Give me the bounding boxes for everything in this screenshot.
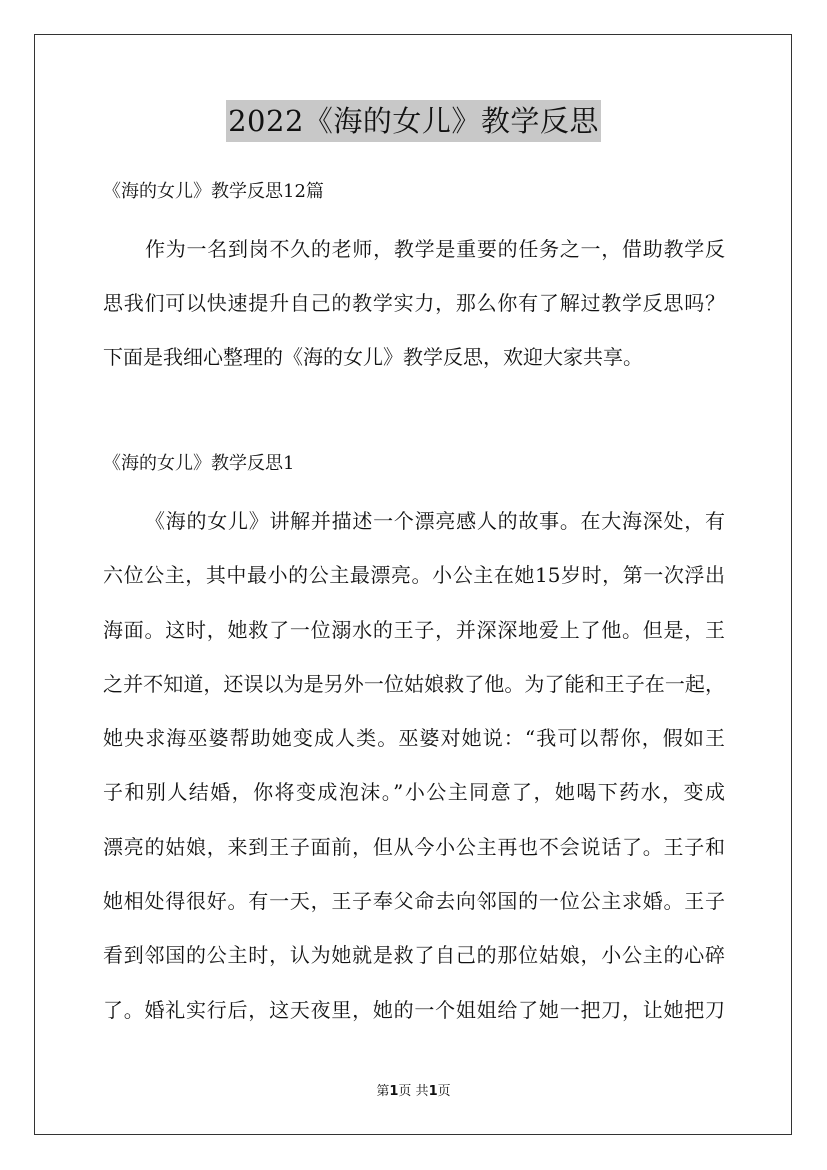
intro-line: 作为一名到岗不久的老师，教学是重要的任务之一，借助教学反 [145,237,725,261]
story-line: 子和别人结婚，你将变成泡沫。”小公主同意了，她喝下药水，变成 [103,780,725,805]
intro-paragraph [103,235,725,397]
story-line: 她央求海巫婆帮助她变成人类。巫婆对她说：“我可以帮你，假如王 [103,726,725,751]
story-line: 看到邻国的公主时，认为她就是救了自己的那位姑娘，小公主的心碎 [103,943,725,968]
story-line: 漂亮的姑娘，来到王子面前，但从今小公主再也不会说话了。王子和 [103,834,725,859]
story-line: 海面。这时，她救了一位溺水的王子，并深深地爱上了他。但是，王 [103,617,725,642]
story-line: 之并不知道，还误以为是另外一位姑娘救了他。为了能和王子在一起， [103,671,725,696]
document-title: 2022《海的女儿》教学反思 [226,100,601,142]
intro-line: 下面是我细心整理的《海的女儿》教学反思，欢迎大家共享。 [103,345,643,369]
footer-prefix: 第 [376,1084,390,1099]
story-line: 了。婚礼实行后，这天夜里，她的一个姐姐给了她一把刀，让她把刀 [103,997,725,1022]
title-container [0,100,827,142]
intro-line: 思我们可以快速提升自己的教学实力，那么你有了解过教学反思吗？ [103,291,725,315]
footer-page-total: 1 [428,1084,438,1099]
page-footer [0,1083,827,1101]
section-heading: 《海的女儿》教学反思1 [103,453,295,474]
story-line: 《海的女儿》讲解并描述一个漂亮感人的故事。在大海深处，有 [145,509,725,533]
footer-suffix: 页 [437,1084,451,1099]
story-paragraph [103,507,725,1050]
document-subtitle: 《海的女儿》教学反思12篇 [103,181,324,202]
story-line: 她相处得很好。有一天，王子奉父命去向邻国的一位公主求婚。王子 [103,889,725,914]
story-line: 六位公主，其中最小的公主最漂亮。小公主在她15岁时，第一次浮出 [103,563,725,588]
footer-mid: 页 共 [398,1084,429,1099]
footer-page-current: 1 [389,1084,399,1099]
